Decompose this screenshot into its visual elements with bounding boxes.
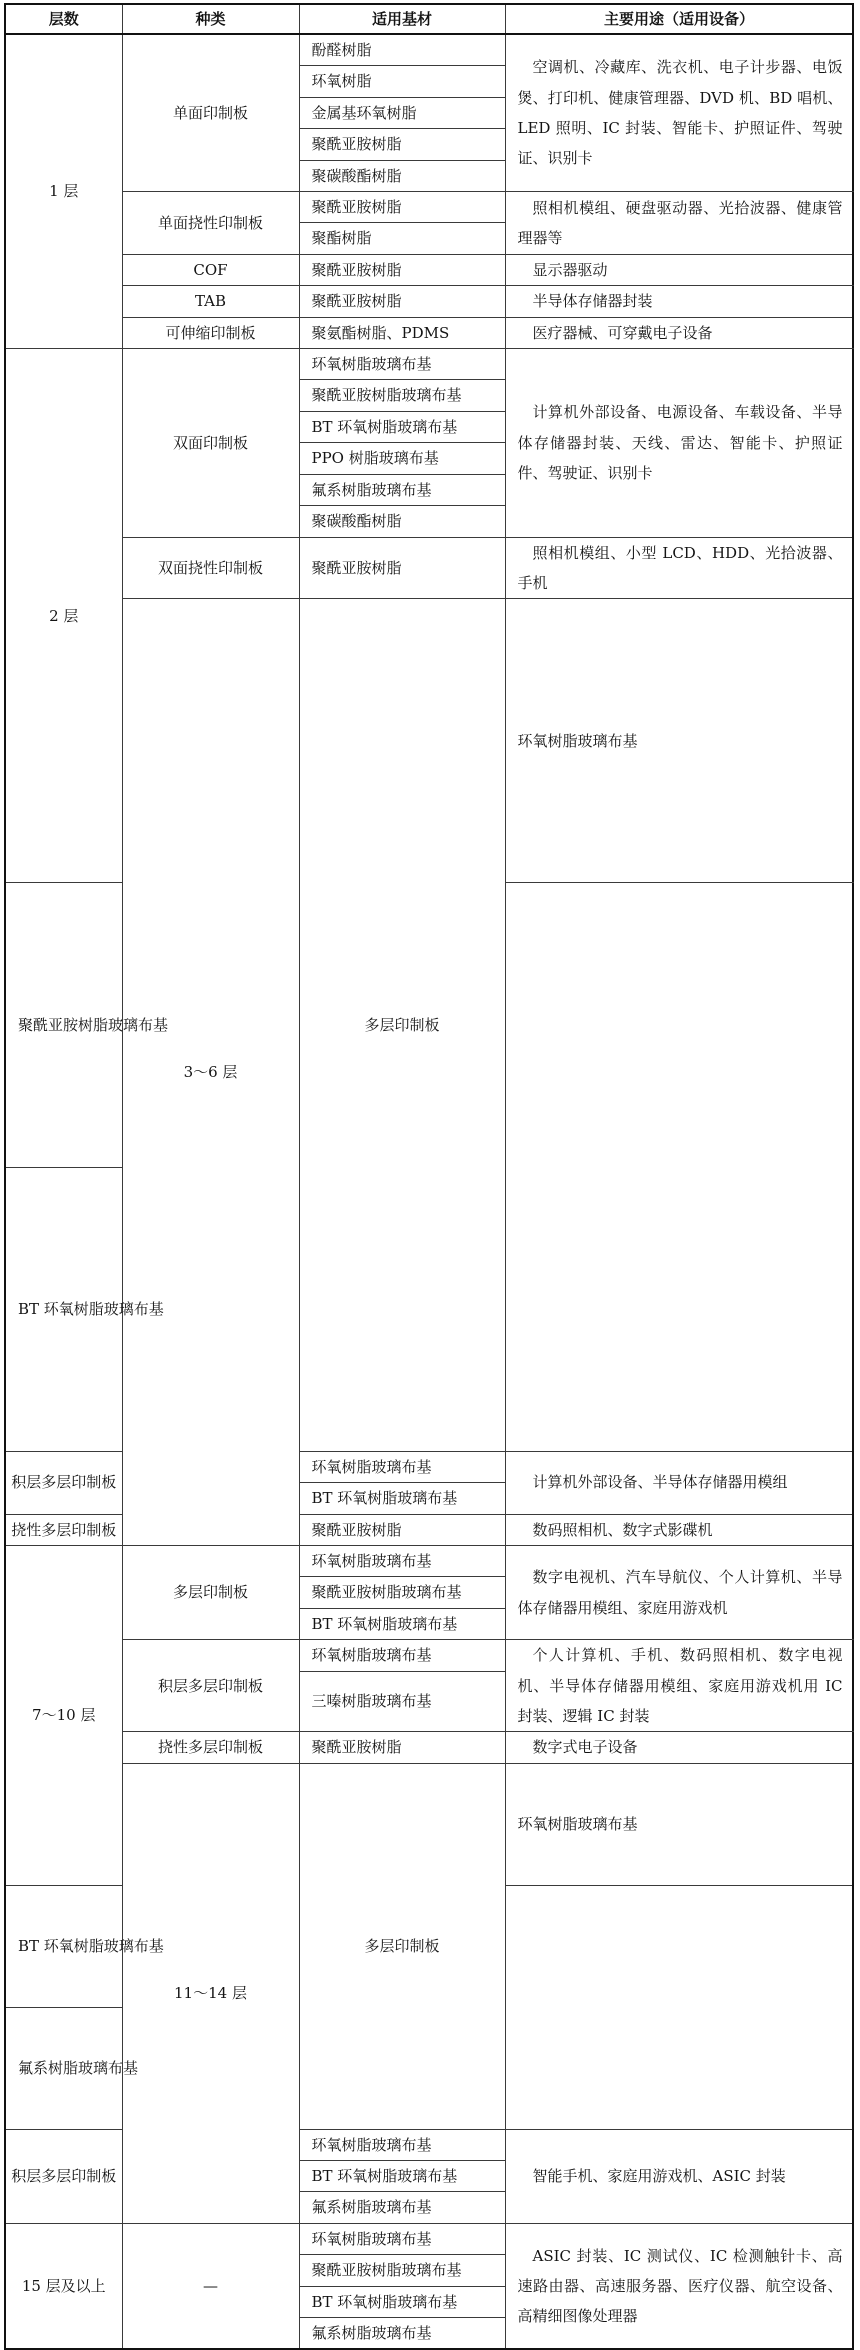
- substrate-cell: BT 环氧树脂玻璃布基: [299, 411, 505, 442]
- substrate-cell: BT 环氧树脂玻璃布基: [5, 1885, 122, 2007]
- use-cell: 计算机外部设备、电源设备、车载设备、半导体存储器封装、天线、雷达、智能卡、护照证件、驾驶证、识别卡: [505, 349, 853, 537]
- use-cell: 智能手机、家庭用游戏机、ASIC 封装: [505, 2129, 853, 2223]
- substrate-cell: 三嗪树脂玻璃布基: [299, 1671, 505, 1732]
- table-row: [5, 2223, 853, 2254]
- use-cell: 计算机外部设备、半导体存储器用模组: [505, 1451, 853, 1514]
- kind-cell: 挠性多层印制板: [122, 1732, 299, 1763]
- kind-cell: 双面印制板: [122, 349, 299, 537]
- table-row: [5, 1640, 853, 1671]
- header-substrate: 适用基材: [299, 4, 505, 34]
- layer-cell: 3～6 层: [122, 599, 299, 1546]
- substrate-cell: BT 环氧树脂玻璃布基: [5, 1167, 122, 1451]
- header-kind: 种类: [122, 4, 299, 34]
- use-cell: 空调机、冷藏库、洗衣机、电子计步器、电饭煲、打印机、健康管理器、DVD 机、BD 唱机、LED 照明、IC 封装、智能卡、护照证件、驾驶证、识别卡: [505, 34, 853, 192]
- substrate-cell: 环氧树脂: [299, 66, 505, 97]
- kind-cell: 积层多层印制板: [122, 1640, 299, 1732]
- table-row: [5, 349, 853, 380]
- substrate-cell: 聚酰亚胺树脂玻璃布基: [299, 2255, 505, 2286]
- substrate-cell: 环氧树脂玻璃布基: [505, 599, 853, 883]
- substrate-cell: BT 环氧树脂玻璃布基: [299, 1483, 505, 1514]
- table-row: [5, 1763, 853, 1885]
- substrate-cell: 环氧树脂玻璃布基: [505, 1763, 853, 1885]
- substrate-cell: 聚酰亚胺树脂: [299, 129, 505, 160]
- substrate-cell: 聚酰亚胺树脂: [299, 1514, 505, 1545]
- substrate-cell: 聚酰亚胺树脂: [299, 192, 505, 223]
- use-cell: 数字电视机、汽车导航仪、个人计算机、半导体存储器用模组、家庭用游戏机: [505, 1545, 853, 1639]
- substrate-cell: BT 环氧树脂玻璃布基: [299, 1608, 505, 1639]
- substrate-cell: PPO 树脂玻璃布基: [299, 443, 505, 474]
- use-cell: 照相机模组、硬盘驱动器、光拾波器、健康管理器等: [505, 192, 853, 255]
- kind-cell: 多层印制板: [299, 1763, 505, 2129]
- use-cell: ASIC 封装、IC 测试仪、IC 检测触针卡、高速路由器、高速服务器、医疗仪器、航空设备、高精细图像处理器: [505, 2223, 853, 2349]
- table-body: [5, 34, 853, 2349]
- substrate-cell: 氟系树脂玻璃布基: [299, 2192, 505, 2223]
- substrate-cell: 聚氨酯树脂、PDMS: [299, 317, 505, 348]
- substrate-cell: BT 环氧树脂玻璃布基: [299, 2286, 505, 2317]
- substrate-cell: 聚酰亚胺树脂: [299, 254, 505, 285]
- substrate-cell: 环氧树脂玻璃布基: [299, 1640, 505, 1671]
- substrate-cell: 环氧树脂玻璃布基: [299, 1545, 505, 1576]
- table-row: [5, 599, 853, 883]
- table-row: [5, 317, 853, 348]
- use-cell: 照相机模组、小型 LCD、HDD、光拾波器、手机: [505, 537, 853, 599]
- substrate-cell: 聚酰亚胺树脂玻璃布基: [5, 883, 122, 1167]
- substrate-cell: 酚醛树脂: [299, 34, 505, 66]
- use-cell: 半导体存储器封装: [505, 286, 853, 317]
- substrate-cell: 氟系树脂玻璃布基: [299, 2318, 505, 2350]
- layer-cell: 2 层: [5, 349, 122, 883]
- pcb-application-table: [4, 3, 854, 2350]
- layer-cell: 7～10 层: [5, 1545, 122, 1885]
- kind-cell: 多层印制板: [122, 1545, 299, 1639]
- kind-cell: 积层多层印制板: [5, 1451, 122, 1514]
- layer-cell: 1 层: [5, 34, 122, 349]
- kind-cell: 单面挠性印制板: [122, 192, 299, 255]
- use-cell: 医疗器械、可穿戴电子设备: [505, 317, 853, 348]
- substrate-cell: 聚酯树脂: [299, 223, 505, 254]
- substrate-cell: 聚酰亚胺树脂: [299, 537, 505, 599]
- substrate-cell: BT 环氧树脂玻璃布基: [299, 2161, 505, 2192]
- layer-cell: 11～14 层: [122, 1763, 299, 2223]
- header-row: [5, 4, 853, 34]
- substrate-cell: 环氧树脂玻璃布基: [299, 1451, 505, 1482]
- table-row: [5, 1545, 853, 1576]
- kind-cell: —: [122, 2223, 299, 2349]
- substrate-cell: 聚酰亚胺树脂玻璃布基: [299, 1577, 505, 1608]
- substrate-cell: 聚酰亚胺树脂: [299, 286, 505, 317]
- table-row: [5, 537, 853, 599]
- substrate-cell: 金属基环氧树脂: [299, 97, 505, 128]
- substrate-cell: 环氧树脂玻璃布基: [299, 2223, 505, 2254]
- table-row: [5, 192, 853, 223]
- layer-cell: 15 层及以上: [5, 2223, 122, 2349]
- substrate-cell: 氟系树脂玻璃布基: [5, 2007, 122, 2129]
- use-cell: 数码照相机、数字式影碟机: [505, 1514, 853, 1545]
- header-layers: 层数: [5, 4, 122, 34]
- table-row: [5, 34, 853, 66]
- header-use: 主要用途（适用设备）: [505, 4, 853, 34]
- kind-cell: 可伸缩印制板: [122, 317, 299, 348]
- substrate-cell: 环氧树脂玻璃布基: [299, 349, 505, 380]
- table-row: [5, 286, 853, 317]
- substrate-cell: 环氧树脂玻璃布基: [299, 2129, 505, 2160]
- substrate-cell: 氟系树脂玻璃布基: [299, 474, 505, 505]
- document: [4, 3, 854, 2350]
- use-cell: 数字式电子设备: [505, 1732, 853, 1763]
- substrate-cell: 聚酰亚胺树脂: [299, 1732, 505, 1763]
- kind-cell: 多层印制板: [299, 599, 505, 1451]
- use-cell: 显示器驱动: [505, 254, 853, 285]
- substrate-cell: 聚碳酸酯树脂: [299, 506, 505, 537]
- table-row: [5, 254, 853, 285]
- kind-cell: 挠性多层印制板: [5, 1514, 122, 1545]
- use-cell: 个人计算机、手机、数码照相机、数字电视机、半导体存储器用模组、家庭用游戏机用 IC 封装、逻辑 IC 封装: [505, 1640, 853, 1732]
- kind-cell: COF: [122, 254, 299, 285]
- table-row: [5, 1732, 853, 1763]
- kind-cell: 积层多层印制板: [5, 2129, 122, 2223]
- kind-cell: TAB: [122, 286, 299, 317]
- kind-cell: 单面印制板: [122, 34, 299, 192]
- kind-cell: 双面挠性印制板: [122, 537, 299, 599]
- substrate-cell: 聚碳酸酯树脂: [299, 160, 505, 191]
- substrate-cell: 聚酰亚胺树脂玻璃布基: [299, 380, 505, 411]
